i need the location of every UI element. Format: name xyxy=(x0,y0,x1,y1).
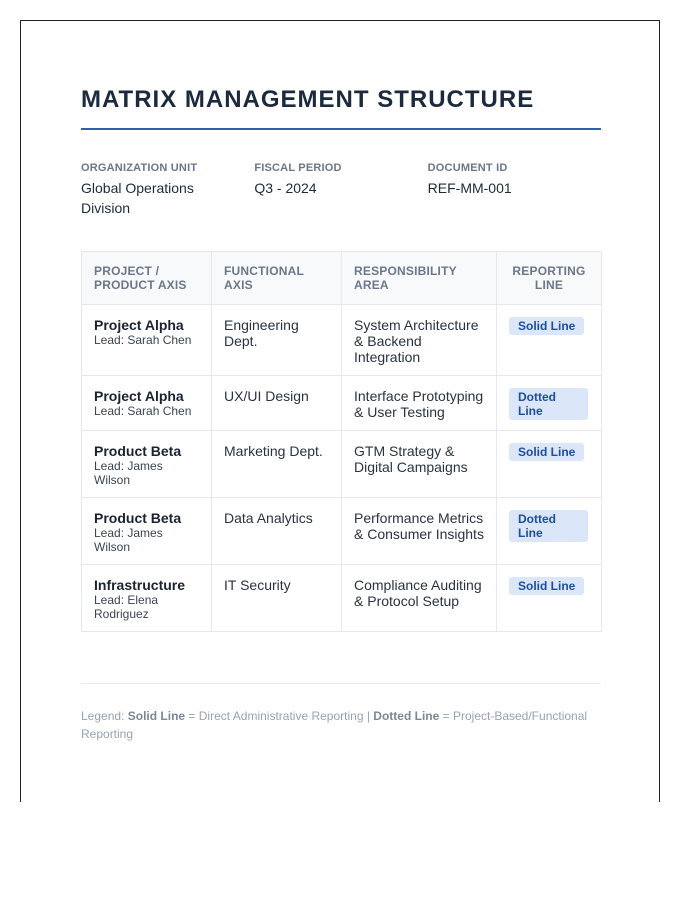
responsibility-cell: Interface Prototyping & User Testing xyxy=(342,376,497,431)
reporting-cell xyxy=(497,305,602,376)
legend-dotted-term: Dotted Line xyxy=(373,709,440,723)
meta-label: FISCAL PERIOD xyxy=(254,162,342,174)
meta-value: Global Operations Division xyxy=(81,180,194,216)
document-title: MATRIX MANAGEMENT STRUCTURE xyxy=(81,86,535,113)
reporting-badge: Dotted Line xyxy=(509,388,588,420)
meta-label: ORGANIZATION UNIT xyxy=(81,162,198,174)
project-lead: Lead: James Wilson xyxy=(94,459,163,487)
legend-solid-desc: = Direct Administrative Reporting | xyxy=(188,709,370,723)
column-header-functional: FUNCTIONAL AXIS xyxy=(212,252,342,305)
functional-cell: Data Analytics xyxy=(212,498,342,565)
project-cell xyxy=(82,498,212,565)
project-lead: Lead: Sarah Chen xyxy=(94,333,192,347)
table-header-row xyxy=(82,252,602,305)
footer-divider xyxy=(81,683,601,684)
project-lead: Lead: James Wilson xyxy=(94,526,163,554)
functional-cell: IT Security xyxy=(212,565,342,632)
table-row xyxy=(82,431,602,498)
responsibility-cell: Compliance Auditing & Protocol Setup xyxy=(342,565,497,632)
document-content xyxy=(81,85,601,743)
column-header-responsibility: RESPONSIBILITY AREA xyxy=(342,252,497,305)
project-name: Project Alpha xyxy=(94,317,184,333)
reporting-cell xyxy=(497,498,602,565)
meta-document-id xyxy=(428,161,601,218)
functional-cell: Marketing Dept. xyxy=(212,431,342,498)
meta-value: REF-MM-001 xyxy=(427,180,512,196)
legend-dotted-desc: = Project-Based/Functional Reporting xyxy=(81,709,588,741)
reporting-cell xyxy=(497,565,602,632)
functional-cell: Engineering Dept. xyxy=(212,305,342,376)
legend-prefix: Legend: xyxy=(81,709,125,723)
reporting-cell xyxy=(497,431,602,498)
matrix-table xyxy=(81,251,602,632)
reporting-badge: Dotted Line xyxy=(509,510,588,542)
project-name: Product Beta xyxy=(94,443,182,459)
table-row xyxy=(82,305,602,376)
project-name: Project Alpha xyxy=(94,388,184,404)
reporting-cell xyxy=(497,376,602,431)
functional-cell: UX/UI Design xyxy=(212,376,342,431)
project-cell xyxy=(82,305,212,376)
responsibility-cell: Performance Metrics & Consumer Insights xyxy=(342,498,497,565)
responsibility-cell: GTM Strategy & Digital Campaigns xyxy=(342,431,497,498)
project-name: Infrastructure xyxy=(94,577,186,593)
document-page xyxy=(20,20,660,802)
meta-fiscal-period xyxy=(254,161,427,218)
table-row xyxy=(82,376,602,431)
meta-value: Q3 - 2024 xyxy=(254,180,317,196)
reporting-badge: Solid Line xyxy=(509,317,584,335)
project-name: Product Beta xyxy=(94,510,182,526)
meta-organization-unit xyxy=(81,161,254,218)
table-row xyxy=(82,565,602,632)
project-cell xyxy=(82,376,212,431)
column-header-project: PROJECT / PRODUCT AXIS xyxy=(82,252,212,305)
column-header-reporting: REPORTING LINE xyxy=(497,252,602,305)
legend xyxy=(81,707,601,743)
project-cell xyxy=(82,431,212,498)
table-row xyxy=(82,498,602,565)
project-lead: Lead: Sarah Chen xyxy=(94,404,192,418)
document-meta xyxy=(81,161,601,218)
reporting-badge: Solid Line xyxy=(509,577,584,595)
responsibility-cell: System Architecture & Backend Integration xyxy=(342,305,497,376)
legend-solid-term: Solid Line xyxy=(127,709,186,723)
reporting-badge: Solid Line xyxy=(509,443,584,461)
title-divider xyxy=(81,128,601,130)
project-lead: Lead: Elena Rodriguez xyxy=(94,593,159,621)
project-cell xyxy=(82,565,212,632)
meta-label: DOCUMENT ID xyxy=(427,162,508,174)
